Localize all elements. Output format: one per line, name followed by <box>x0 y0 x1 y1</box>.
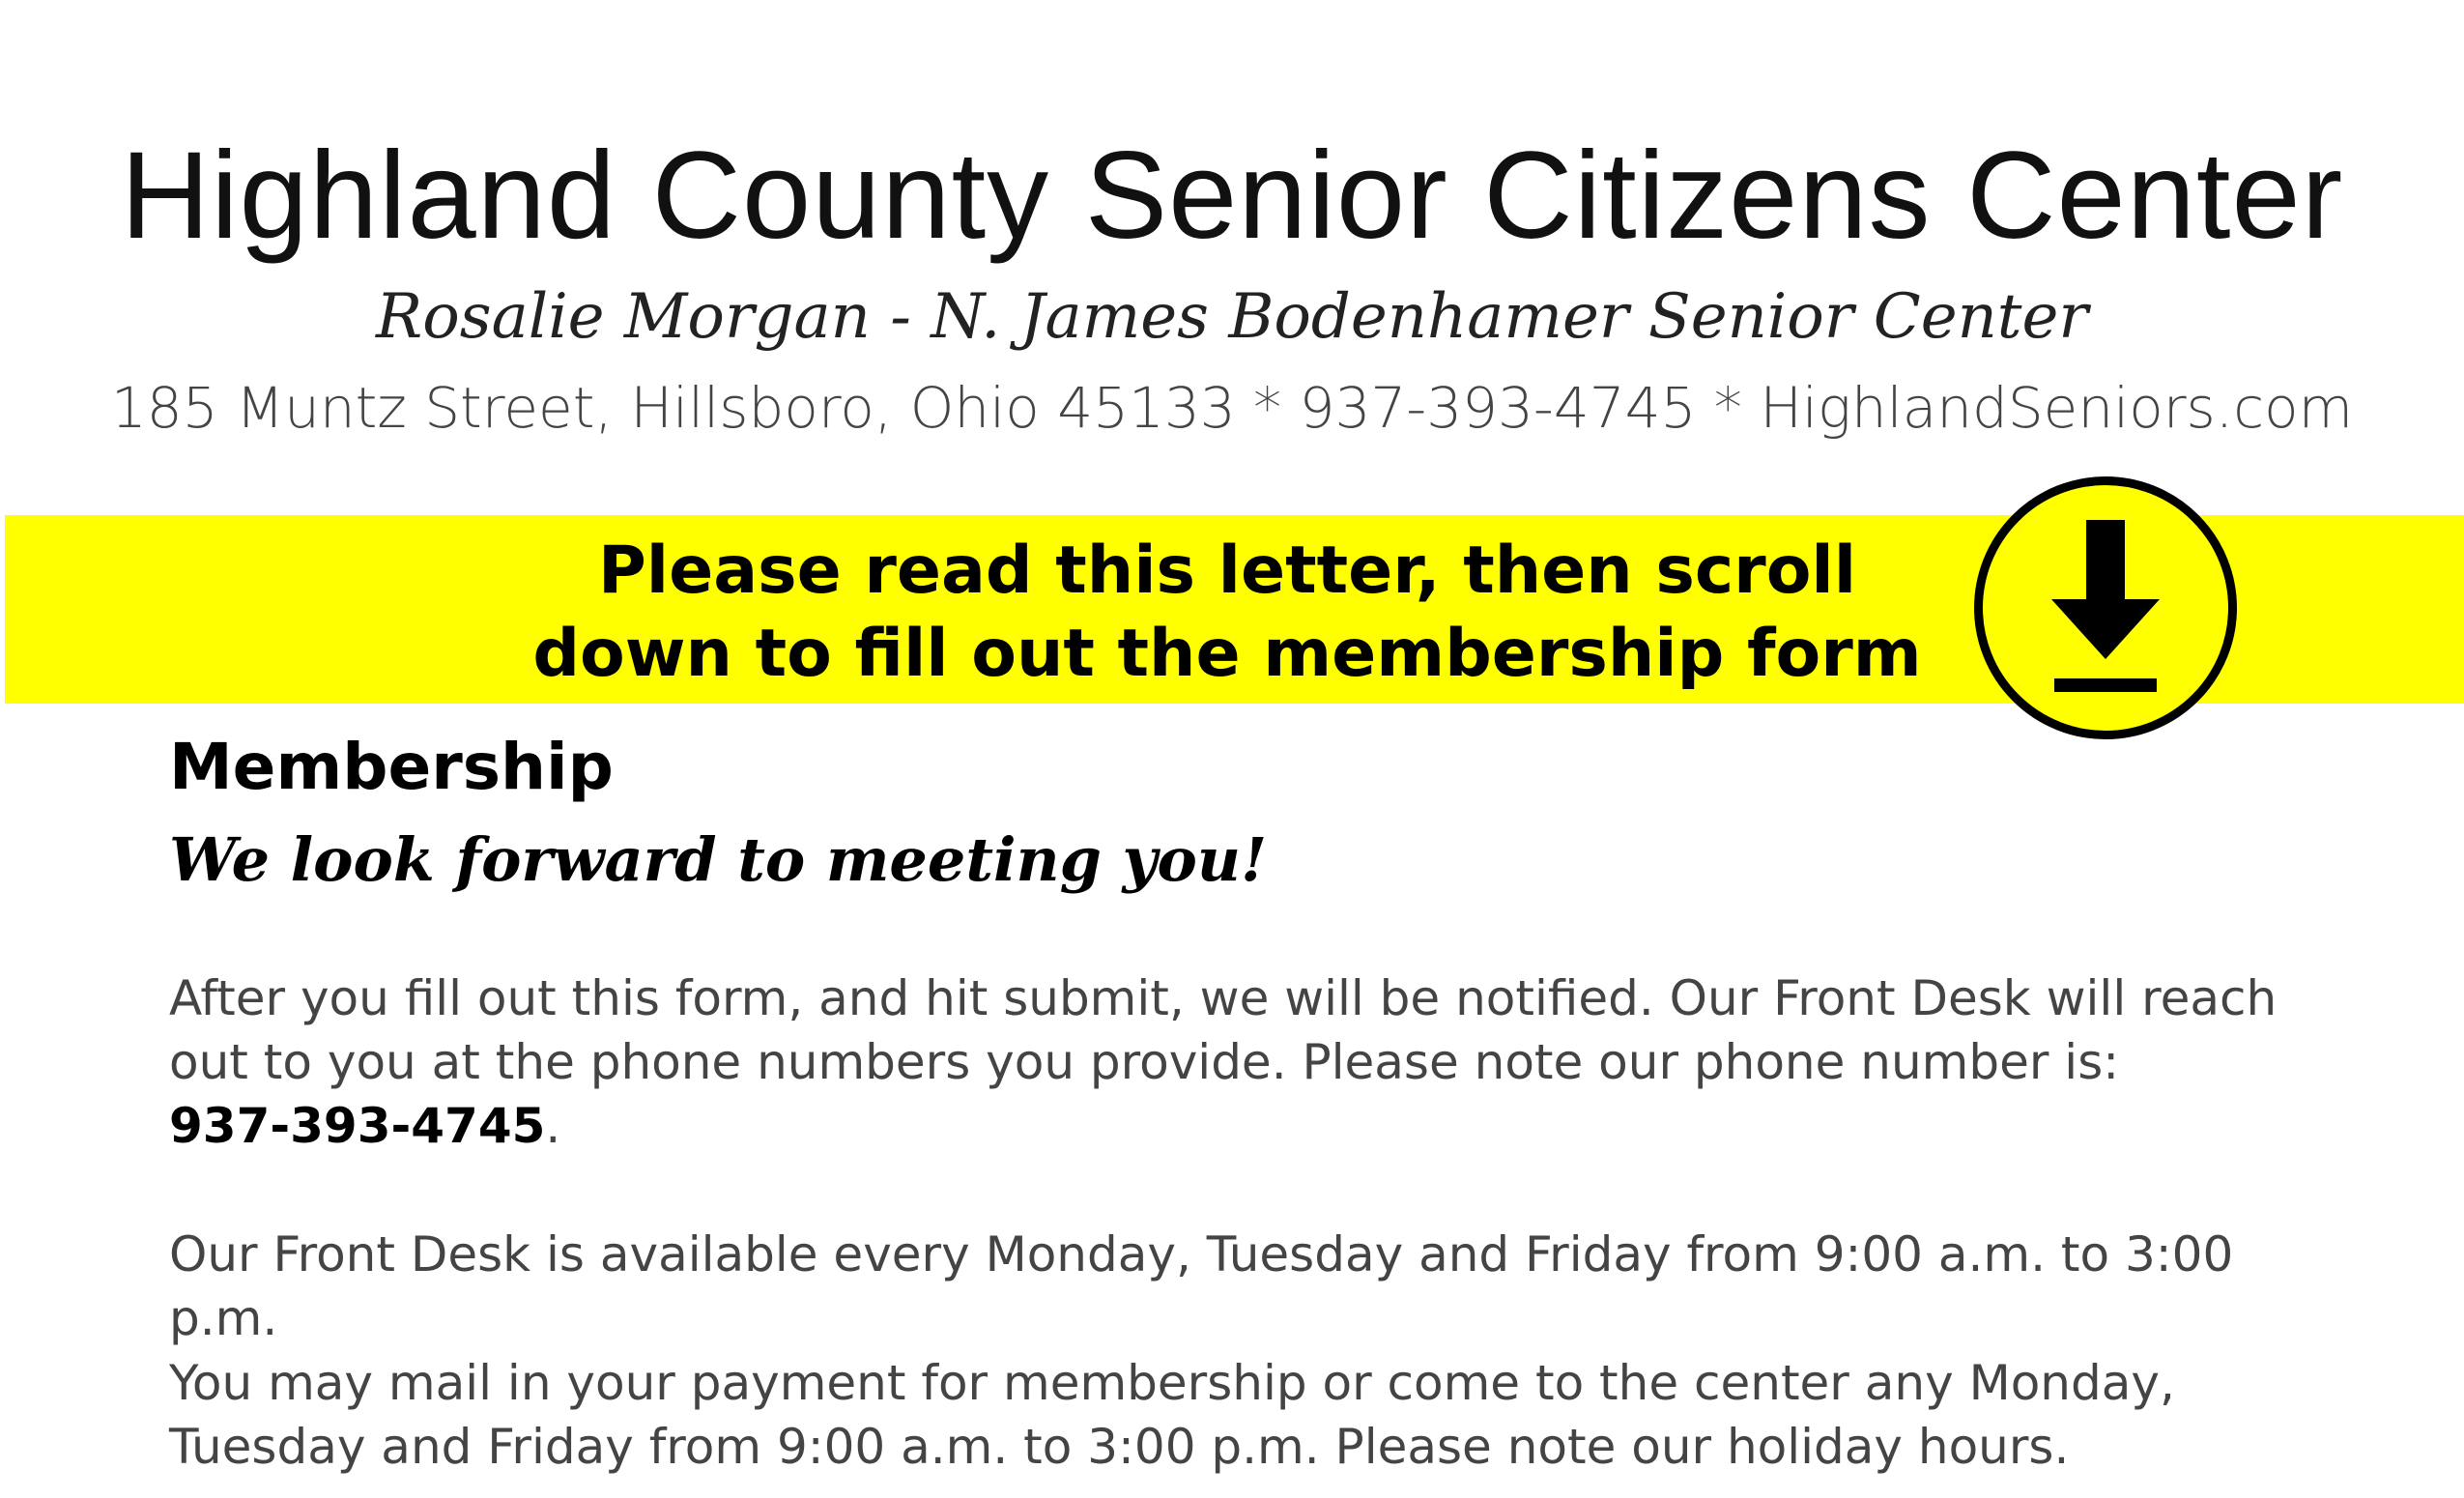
membership-heading: Membership <box>169 730 614 804</box>
phone-line <box>169 1094 2295 1158</box>
organization-address: 185 Muntz Street, Hillsboro, Ohio 45133 * 937-393-4745 * HighlandSeniors.com <box>110 375 2354 441</box>
phone-number: 937-393-4745 <box>169 1098 546 1154</box>
intro-paragraph-line-1: After you fill out this form, and hit submit, we will be notified. Our Front Desk will reach <box>169 970 2278 1026</box>
intro-paragraph <box>169 966 2295 1158</box>
scroll-instruction-line-1: Please read this letter, then scroll <box>597 533 1857 609</box>
download-arrow-icon[interactable] <box>1974 476 2237 739</box>
payment-paragraph-line-2: Tuesday and Friday from 9:00 a.m. to 3:00 p.m. Please note our holiday hours. <box>169 1419 2070 1475</box>
organization-name: Highland County Senior Citizens Center <box>120 127 2344 265</box>
front-desk-hours-paragraph: Our Front Desk is available every Monday, Tuesday and Friday from 9:00 a.m. to 3:00 p.m. <box>169 1226 2234 1346</box>
payment-paragraph-line-1: You may mail in your payment for membership or come to the center any Monday, <box>169 1355 2175 1411</box>
scroll-instruction-line-2: down to fill out the membership form <box>532 616 1922 692</box>
organization-subtitle: Rosalie Morgan - N. James Bodenhamer Senior Center <box>376 281 2088 353</box>
phone-number-period: . <box>545 1098 561 1154</box>
scroll-instruction-text <box>502 530 1952 696</box>
welcome-tagline: We look forward to meeting you! <box>169 824 1268 895</box>
download-arrow-icon-graphic <box>1983 485 2228 731</box>
letterhead <box>0 0 2464 503</box>
payment-paragraph <box>169 1351 2295 1479</box>
intro-paragraph-line-2: out to you at the phone numbers you provide. Please note our phone number is: <box>169 1034 2120 1090</box>
